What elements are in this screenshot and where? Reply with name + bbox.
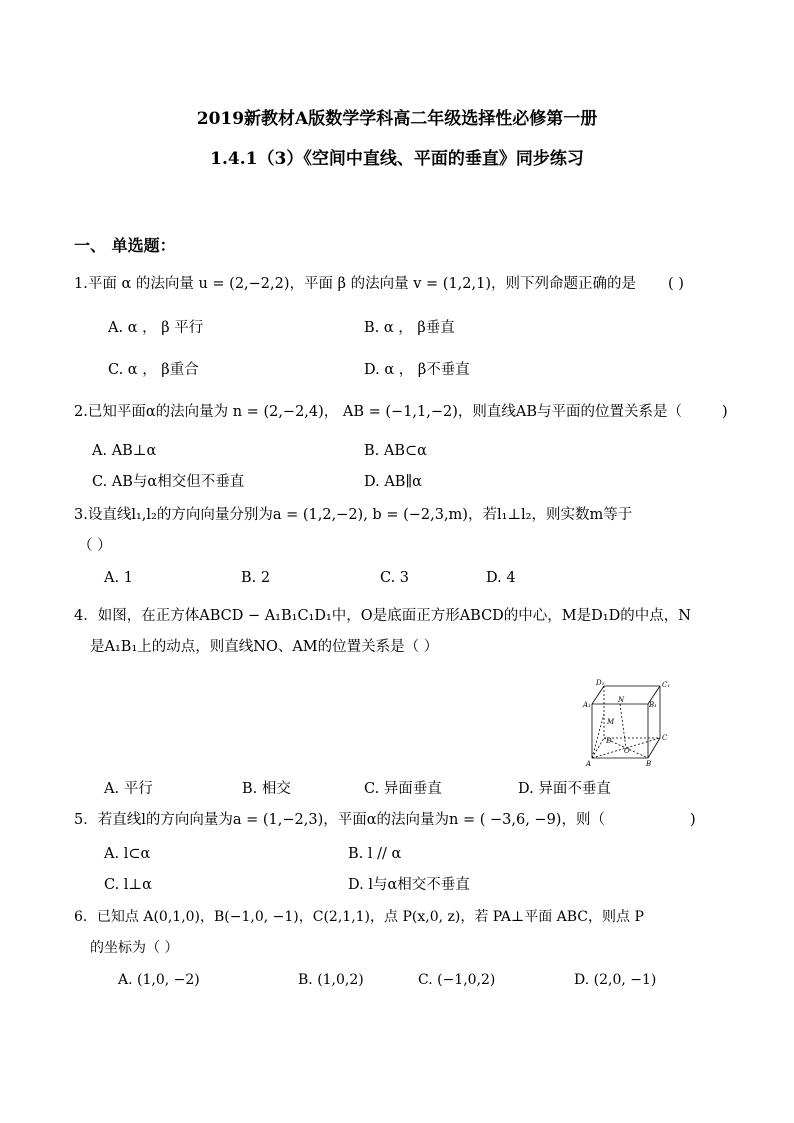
question-1-option-a: A. α ， β 平行	[108, 320, 204, 336]
question-3-stem: 3.设直线l₁,l₂的方向向量分别为a = (1,2,−2), b = (−2,3,m)，若l₁⊥l₂，则实数m等于	[74, 507, 633, 523]
question-4-option-b: B. 相交	[242, 781, 291, 797]
question-1-option-d: D. α ， β不垂直	[364, 362, 470, 378]
question-6-stem-line1: 6．已知点 A(0,1,0)，B(−1,0, −1)，C(2,1,1)，点 P(x,0, z)，若 PA⊥平面 ABC，则点 P	[74, 909, 644, 925]
question-4-option-c: C. 异面垂直	[364, 781, 442, 797]
question-2-stem: 2.已知平面α的法向量为 n = (2,−2,4)， AB = (−1,1,−2)，则直线AB与平面的位置关系是（	[74, 404, 683, 420]
question-2-option-a: A. AB⊥α	[92, 443, 157, 459]
question-6-stem-line2: 的坐标为（ ）	[90, 940, 179, 956]
question-5-option-a: A. l⊂α	[104, 846, 151, 862]
cube-figure	[582, 676, 674, 768]
question-4-option-a: A. 平行	[104, 781, 153, 797]
question-2-option-c: C. AB与α相交但不垂直	[92, 474, 245, 490]
question-4-stem-line1: 4．如图，在正方体ABCD − A₁B₁C₁D₁中，O是底面正方形ABCD的中心，M是D₁D的中点，N	[74, 608, 691, 624]
label-m: M	[607, 718, 615, 726]
question-3-option-c: C. 3	[380, 570, 410, 586]
question-4-stem-line2: 是A₁B₁上的动点，则直线NO、AM的位置关系是（ ）	[90, 639, 439, 655]
question-1-answer-paren: ( )	[668, 276, 684, 292]
section-heading: 一、 单选题：	[74, 236, 176, 255]
question-3-option-b: B. 2	[241, 570, 271, 586]
label-o: O	[624, 747, 630, 755]
question-5-option-d: D. l与α相交不垂直	[348, 877, 470, 893]
label-n: N	[618, 696, 625, 704]
question-5-answer-paren: )	[690, 812, 696, 828]
label-c: C	[662, 734, 668, 742]
question-6-option-c: C. (−1,0,2)	[418, 972, 496, 988]
question-1-option-c: C. α ， β重合	[108, 362, 199, 378]
document-title: 2019新教材A版数学学科高二年级选择性必修第一册	[196, 109, 598, 129]
label-d1: D₁	[596, 679, 605, 687]
question-2-answer-paren: )	[722, 404, 728, 420]
question-4-option-d: D. 异面不垂直	[518, 781, 611, 797]
question-5-option-c: C. l⊥α	[104, 877, 152, 893]
label-b1: B₁	[649, 701, 657, 709]
question-2-option-b: B. AB⊂α	[364, 443, 427, 459]
question-6-option-a: A. (1,0, −2)	[118, 972, 200, 988]
question-5-stem: 5．若直线l的方向向量为a = (1,−2,3)，平面α的法向量为n = ( −3,6, −9)，则（	[74, 812, 605, 828]
question-3-option-a: A. 1	[104, 570, 133, 586]
question-6-option-d: D. (2,0, −1)	[574, 972, 657, 988]
question-3-answer-paren: （ ）	[78, 538, 112, 554]
label-b: B	[646, 760, 652, 768]
label-a1: A₁	[583, 701, 591, 709]
question-1-option-b: B. α ， β垂直	[364, 320, 455, 336]
question-2-option-d: D. AB∥α	[364, 474, 422, 490]
question-3-option-d: D. 4	[486, 570, 516, 586]
document-subtitle: 1.4.1（3）《空间中直线、平面的垂直》同步练习	[210, 149, 584, 169]
label-d: D	[606, 737, 612, 745]
label-a: A	[586, 760, 592, 768]
question-6-option-b: B. (1,0,2)	[298, 972, 364, 988]
question-1-stem: 1.平面 α 的法向量 u = (2,−2,2)，平面 β 的法向量 v = (1,2,1)，则下列命题正确的是	[74, 276, 636, 292]
label-c1: C₁	[662, 681, 671, 689]
question-5-option-b: B. l // α	[348, 846, 402, 862]
